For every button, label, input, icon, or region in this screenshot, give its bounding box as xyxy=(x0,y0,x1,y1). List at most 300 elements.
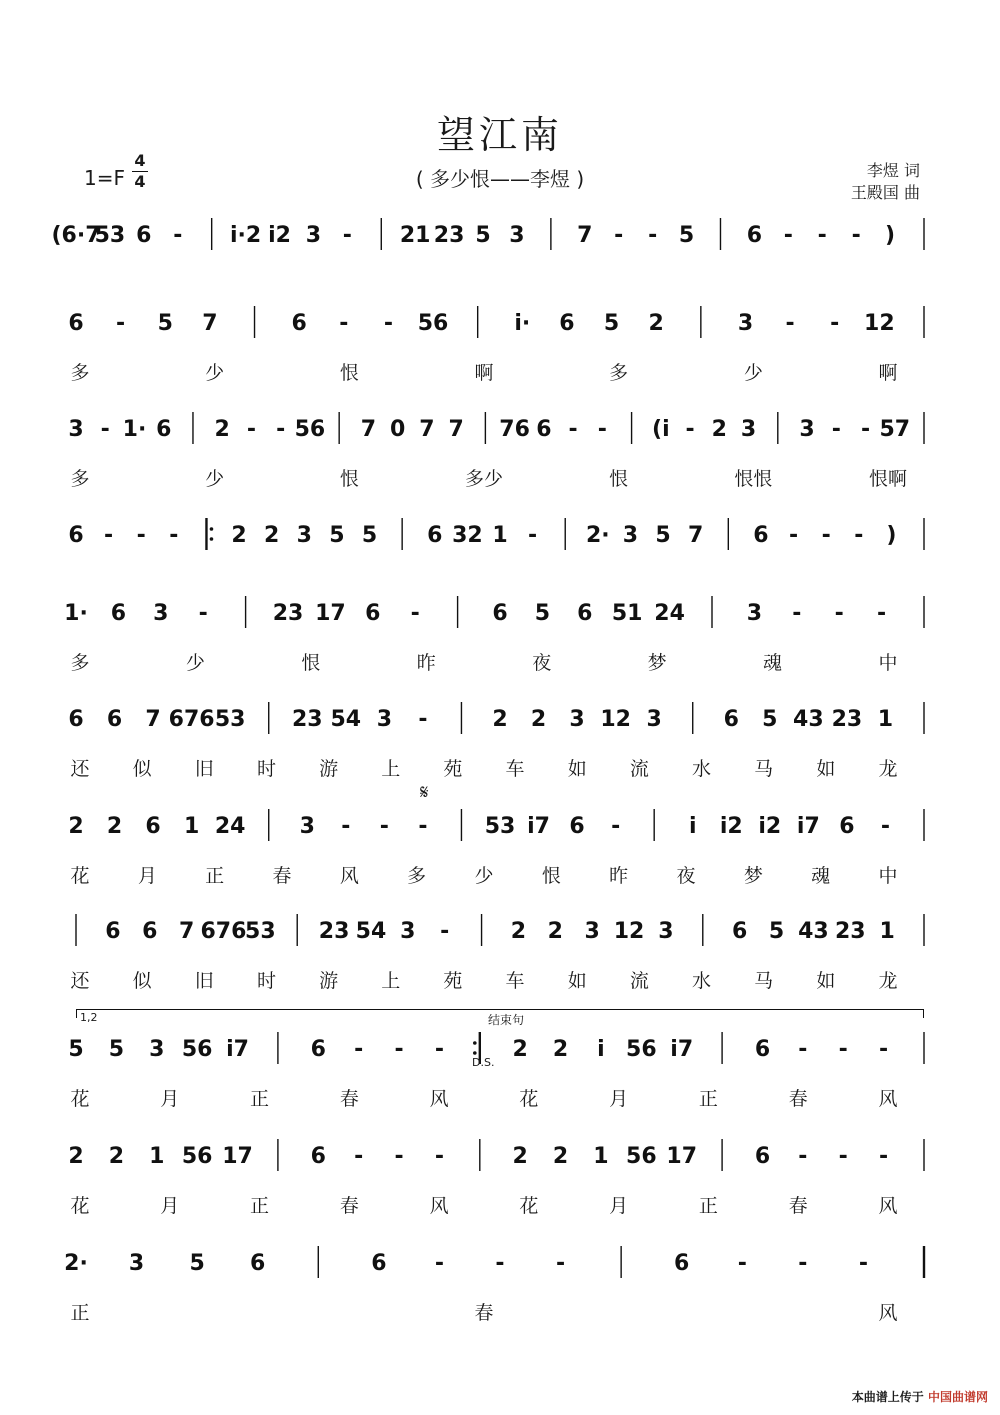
note-group: 676 xyxy=(200,919,247,944)
lyric-syllable: 梦 xyxy=(647,652,667,674)
note-group: - xyxy=(737,1251,747,1276)
note-group: 3 xyxy=(746,601,763,626)
note-group: 21 xyxy=(399,223,431,248)
note-group: 676 xyxy=(168,707,215,732)
time-signature xyxy=(132,152,148,191)
lyric-syllable: 少 xyxy=(743,362,763,384)
lyric-syllable: 旧 xyxy=(194,970,214,992)
note-group: 57 xyxy=(879,417,911,442)
note-group: - xyxy=(798,1144,808,1169)
note-group: 6 xyxy=(365,601,381,626)
note-group: 17 xyxy=(666,1144,698,1169)
lyric-syllable: 正 xyxy=(698,1088,718,1110)
note-group: 6 xyxy=(536,417,552,442)
note-group: (i xyxy=(652,417,670,442)
note-group: - xyxy=(169,523,179,548)
lyric-syllable: 正 xyxy=(698,1195,718,1217)
note-group: 3 xyxy=(376,707,393,732)
staff-row xyxy=(0,406,1000,446)
note-group: 3 xyxy=(740,417,757,442)
lyric-syllable: 风 xyxy=(429,1195,449,1217)
lyric-syllable: 春 xyxy=(474,1302,494,1324)
note-group: 56 xyxy=(626,1144,657,1169)
note-group: - xyxy=(354,1037,364,1062)
note-group: 56 xyxy=(417,311,449,336)
note-group: - xyxy=(792,601,802,626)
note-group: 12 xyxy=(613,919,645,944)
note-group: 56 xyxy=(626,1037,657,1062)
note-group: 6 xyxy=(142,919,158,944)
note-group: - xyxy=(597,417,607,442)
note-group: - xyxy=(879,1144,889,1169)
lyric-syllable: 恨恨 xyxy=(734,468,773,490)
note-group: 2 xyxy=(512,1037,528,1062)
upload-note: 本曲谱上传于 xyxy=(851,1390,924,1404)
lyric-syllable: 恨 xyxy=(301,652,321,674)
note-group: 53 xyxy=(94,223,126,248)
site-logo: 中国曲谱网 xyxy=(927,1390,988,1404)
lyric-syllable: 还 xyxy=(70,758,90,780)
note-group: - xyxy=(198,601,208,626)
note-group: - xyxy=(434,1144,444,1169)
lyric-syllable: 上 xyxy=(381,970,401,992)
lyric-syllable: 风 xyxy=(878,1195,898,1217)
note-group: - xyxy=(830,311,840,336)
note-group: - xyxy=(410,601,420,626)
staff-row xyxy=(0,803,1000,843)
note-group: 56 xyxy=(181,1144,213,1169)
note-group: - xyxy=(831,417,841,442)
note-group: 6 xyxy=(110,601,127,626)
lyric-syllable: 苑 xyxy=(443,758,463,780)
key-signature: 1=F xyxy=(84,166,125,190)
note-group: - xyxy=(879,1037,889,1062)
lyric-syllable: 马 xyxy=(754,970,774,992)
lyric-syllable: 花 xyxy=(70,1088,90,1110)
lyric-syllable: 月 xyxy=(137,865,157,887)
note-group: 6 xyxy=(753,523,769,548)
lyric-syllable: 恨啊 xyxy=(868,468,908,490)
lyric-syllable: 水 xyxy=(692,970,712,992)
note-group: i xyxy=(688,814,697,839)
note-group: 6 xyxy=(310,1144,326,1169)
lyric-syllable: 中 xyxy=(878,865,898,887)
repeat-dot xyxy=(210,537,214,541)
staff-row xyxy=(0,590,1000,630)
lyric-syllable: 马 xyxy=(754,758,774,780)
note-group: 2 xyxy=(68,1144,84,1169)
note-group: 3 xyxy=(153,601,169,626)
note-group: 2 xyxy=(648,311,664,336)
note-group: 53 xyxy=(245,919,276,944)
note-group: - xyxy=(383,311,393,336)
note-group: 1 xyxy=(593,1144,609,1169)
note-group: 2 xyxy=(530,707,547,732)
note-group: 3 xyxy=(569,707,585,732)
note-group: 3 xyxy=(799,417,815,442)
repeat-dot xyxy=(210,527,214,531)
note-group: 1· xyxy=(122,417,147,442)
volta-bracket xyxy=(76,1009,924,1018)
note-group: i7 xyxy=(527,814,550,839)
note-group: 2 xyxy=(492,707,508,732)
note-group: 7 xyxy=(419,417,435,442)
note-group: - xyxy=(556,1251,566,1276)
lyric-syllable: 花 xyxy=(70,865,90,887)
lyric-syllable: 花 xyxy=(519,1088,539,1110)
note-group: - xyxy=(394,1144,404,1169)
note-group: - xyxy=(685,417,695,442)
note-group: 24 xyxy=(214,814,246,839)
subtitle: ( 多少恨——李煜 ) xyxy=(415,167,585,191)
note-group: - xyxy=(495,1251,505,1276)
note-group: 1 xyxy=(492,523,508,548)
note-group: 2 xyxy=(106,814,123,839)
staff-row xyxy=(0,512,1000,552)
note-group: 54 xyxy=(330,707,362,732)
staff-row xyxy=(0,1240,1000,1280)
note-group: 2 xyxy=(512,1144,528,1169)
lyric-syllable: 月 xyxy=(609,1195,629,1217)
note-group: 3 xyxy=(622,523,639,548)
note-group: 43 xyxy=(793,707,824,732)
lyric-syllable: 月 xyxy=(609,1088,629,1110)
staff-row xyxy=(0,1133,1000,1173)
note-group: - xyxy=(440,919,450,944)
note-group: - xyxy=(860,417,871,442)
note-group: 6 xyxy=(310,1037,326,1062)
note-group: 17 xyxy=(222,1144,253,1169)
note-group: - xyxy=(838,1037,848,1062)
lyric-syllable: 少 xyxy=(205,468,225,490)
note-group: - xyxy=(104,523,114,548)
lyric-syllable: 恨 xyxy=(541,865,561,887)
lyric-syllable: 春 xyxy=(339,1088,359,1110)
note-group: 2 xyxy=(264,523,280,548)
repeat-dot xyxy=(473,1041,477,1045)
note-group: 23 xyxy=(318,919,350,944)
note-group: i· xyxy=(514,311,531,336)
ending-label: 结束句 xyxy=(488,1013,525,1027)
note-group: - xyxy=(568,417,578,442)
note-group: 5 xyxy=(157,311,173,336)
note-group: i2 xyxy=(719,814,743,839)
note-group: 7 xyxy=(145,707,161,732)
note-group: 3 xyxy=(296,523,312,548)
note-group: 2 xyxy=(510,919,527,944)
note-group: - xyxy=(821,523,831,548)
staff-row xyxy=(0,908,1000,948)
note-group: 6 xyxy=(68,707,84,732)
lyric-syllable: 龙 xyxy=(878,758,898,780)
lyric-syllable: 苑 xyxy=(443,970,463,992)
note-group: i7 xyxy=(796,814,820,839)
staff-row xyxy=(0,1026,1000,1066)
note-group: 7 xyxy=(577,223,593,248)
note-group: - xyxy=(339,311,349,336)
note-group: 1· xyxy=(64,601,88,626)
note-group: - xyxy=(418,707,428,732)
note-group: 6 xyxy=(754,1037,771,1062)
composer: 王殿国 曲 xyxy=(850,183,920,202)
volta-label: 1,2 xyxy=(80,1011,98,1024)
note-group: 3 xyxy=(299,814,315,839)
note-group: 6 xyxy=(723,707,739,732)
lyric-syllable: 车 xyxy=(505,758,525,780)
note-group: - xyxy=(342,223,352,248)
staff-row xyxy=(0,696,1000,736)
note-group: - xyxy=(276,417,286,442)
note-group: 5 xyxy=(603,311,620,336)
lyric-syllable: 似 xyxy=(132,970,152,992)
lyric-syllable: 少 xyxy=(474,865,494,887)
note-group: 6 xyxy=(492,601,508,626)
note-group: 2 xyxy=(231,523,247,548)
lyric-syllable: 月 xyxy=(160,1088,180,1110)
lyric-syllable: 花 xyxy=(70,1195,90,1217)
note-group: 23 xyxy=(433,223,465,248)
note-group: 5 xyxy=(329,523,345,548)
lyric-syllable: 多 xyxy=(609,362,629,384)
lyrics-row xyxy=(0,861,1000,887)
note-group: 3 xyxy=(400,919,416,944)
note-group: - xyxy=(246,417,257,442)
note-group: 6 xyxy=(371,1251,387,1276)
lyric-syllable: 月 xyxy=(160,1195,180,1217)
note-group: 3 xyxy=(584,919,600,944)
note-group: 2 xyxy=(552,1144,569,1169)
note-group: 3 xyxy=(68,417,84,442)
lyric-syllable: 游 xyxy=(319,970,339,992)
note-group: 6 xyxy=(577,601,593,626)
note-group: - xyxy=(854,523,864,548)
time-signature-denominator: 4 xyxy=(134,172,146,191)
lyrics-row xyxy=(0,754,1000,780)
segno-mark: 𝄋 xyxy=(420,780,429,804)
lyric-syllable: 梦 xyxy=(743,865,763,887)
lyric-syllable: 啊 xyxy=(474,362,494,384)
lyric-syllable: 春 xyxy=(272,865,292,887)
note-group: - xyxy=(394,1037,404,1062)
lyric-syllable: 正 xyxy=(250,1195,270,1217)
note-group: - xyxy=(379,814,389,839)
lyric-syllable: 如 xyxy=(567,758,587,780)
note-group: 6 xyxy=(839,814,855,839)
lyric-syllable: 正 xyxy=(205,865,225,887)
lyricist: 李煜 词 xyxy=(866,161,920,180)
note-group: 24 xyxy=(654,601,685,626)
lyric-syllable: 魂 xyxy=(811,865,831,887)
lyric-syllable: 啊 xyxy=(878,362,898,384)
note-group: i xyxy=(597,1037,605,1062)
note-group: 6 xyxy=(68,311,84,336)
note-group: - xyxy=(783,223,793,248)
note-group: 6 xyxy=(105,919,121,944)
note-group: - xyxy=(798,1037,808,1062)
note-group: 3 xyxy=(149,1037,165,1062)
lyric-syllable: 少 xyxy=(205,362,225,384)
note-group: - xyxy=(136,523,146,548)
lyric-syllable: 春 xyxy=(788,1195,808,1217)
lyrics-row xyxy=(0,464,1000,490)
lyric-syllable: 旧 xyxy=(194,758,214,780)
note-group: 1 xyxy=(877,707,894,732)
note-group: 7 xyxy=(688,523,704,548)
note-group: - xyxy=(880,814,891,839)
note-group: 7 xyxy=(360,417,377,442)
note-group: 2 xyxy=(68,814,84,839)
note-group: 17 xyxy=(315,601,346,626)
lyric-syllable: 少 xyxy=(185,652,205,674)
note-group: 23 xyxy=(831,707,863,732)
lyric-syllable: 恨 xyxy=(339,362,359,384)
note-group: 76 xyxy=(499,417,530,442)
note-group: 2· xyxy=(586,523,610,548)
note-group: - xyxy=(434,1251,444,1276)
note-group: 6 xyxy=(250,1251,266,1276)
note-group: 3 xyxy=(509,223,525,248)
lyric-syllable: 如 xyxy=(816,970,836,992)
lyric-syllable: 恨 xyxy=(339,468,359,490)
lyric-syllable: 风 xyxy=(878,1302,898,1324)
note-group: - xyxy=(817,223,827,248)
lyric-syllable: 正 xyxy=(250,1088,270,1110)
lyric-syllable: 车 xyxy=(505,970,525,992)
lyric-syllable: 多 xyxy=(70,652,90,674)
note-group: 1 xyxy=(183,814,200,839)
note-group: 2 xyxy=(108,1144,125,1169)
note-group: - xyxy=(341,814,351,839)
note-group: 3 xyxy=(305,223,322,248)
note-group: 7 xyxy=(202,311,218,336)
lyric-syllable: 魂 xyxy=(763,652,783,674)
note-group: 53 xyxy=(214,707,246,732)
note-group: 3 xyxy=(658,919,674,944)
note-group: - xyxy=(785,311,795,336)
note-group: - xyxy=(798,1251,808,1276)
lyric-syllable: 多 xyxy=(407,865,427,887)
note-group: 7 xyxy=(178,919,195,944)
note-group: 3 xyxy=(737,311,754,336)
note-group: - xyxy=(354,1144,364,1169)
note-group: 5 xyxy=(534,601,551,626)
lyric-syllable: 时 xyxy=(256,758,276,780)
lyric-syllable: 时 xyxy=(256,970,276,992)
note-group: - xyxy=(173,223,183,248)
note-group: 12 xyxy=(864,311,895,336)
note-group: i·2 xyxy=(229,223,262,248)
note-group: 56 xyxy=(181,1037,213,1062)
lyric-syllable: 风 xyxy=(429,1088,449,1110)
note-group: 56 xyxy=(294,417,326,442)
time-signature-numerator: 4 xyxy=(134,151,146,170)
note-group: 23 xyxy=(291,707,323,732)
note-group: - xyxy=(851,223,861,248)
note-group: 6 xyxy=(427,523,443,548)
note-group: 5 xyxy=(768,919,785,944)
note-group: i7 xyxy=(670,1037,694,1062)
lyrics-row xyxy=(0,358,1000,384)
note-group: 0 xyxy=(389,417,406,442)
note-group: - xyxy=(100,417,110,442)
note-group: 5 xyxy=(655,523,671,548)
lyric-syllable: 如 xyxy=(816,758,836,780)
footer-credit xyxy=(852,1388,988,1405)
note-group: 53 xyxy=(484,814,516,839)
note-group: (6·7 xyxy=(51,223,101,248)
note-group: 7 xyxy=(448,417,464,442)
lyrics-row xyxy=(0,1191,1000,1217)
lyric-syllable: 正 xyxy=(70,1302,90,1324)
note-group: - xyxy=(611,814,621,839)
note-group: - xyxy=(834,601,844,626)
note-group: 5 xyxy=(762,707,778,732)
note-group: 6 xyxy=(145,814,161,839)
staff-row xyxy=(0,300,1000,340)
note-group: - xyxy=(838,1144,848,1169)
lyrics-row xyxy=(0,1298,1000,1324)
note-group: 1 xyxy=(879,919,895,944)
note-group: 5 xyxy=(678,223,695,248)
lyric-syllable: 多少 xyxy=(464,468,504,490)
note-group: 5 xyxy=(189,1251,205,1276)
note-group: i2 xyxy=(758,814,782,839)
note-group: 23 xyxy=(834,919,866,944)
note-group: 6 xyxy=(674,1251,690,1276)
page-title: 望江南 xyxy=(436,113,563,157)
lyric-syllable: 恨 xyxy=(609,468,629,490)
repeat-dot xyxy=(473,1051,477,1055)
note-group: - xyxy=(788,523,799,548)
lyric-syllable: 昨 xyxy=(416,652,436,674)
note-group: 23 xyxy=(272,601,304,626)
note-group: - xyxy=(614,223,624,248)
staff-row xyxy=(0,212,1000,252)
note-group: 6 xyxy=(731,919,748,944)
note-group: 5 xyxy=(68,1037,84,1062)
note-group: 6 xyxy=(569,814,585,839)
lyric-syllable: 多 xyxy=(70,468,90,490)
lyric-syllable: 龙 xyxy=(878,970,898,992)
note-group: 3 xyxy=(128,1251,145,1276)
note-group: - xyxy=(418,814,428,839)
lyric-syllable: 风 xyxy=(339,865,359,887)
lyric-syllable: 多 xyxy=(70,362,90,384)
lyrics-row xyxy=(0,648,1000,674)
note-group: - xyxy=(434,1037,444,1062)
note-group: 6 xyxy=(291,311,307,336)
note-group: 5 xyxy=(108,1037,125,1062)
note-group: 54 xyxy=(355,919,387,944)
lyric-syllable: 花 xyxy=(519,1195,539,1217)
lyric-syllable: 中 xyxy=(878,652,898,674)
lyric-syllable: 上 xyxy=(381,758,401,780)
note-group: - xyxy=(528,523,538,548)
note-group: - xyxy=(877,601,887,626)
lyric-syllable: 似 xyxy=(132,758,152,780)
lyric-syllable: 春 xyxy=(788,1088,808,1110)
note-group: ) xyxy=(886,523,897,548)
note-group: 2 xyxy=(214,417,230,442)
note-group: 32 xyxy=(452,523,483,548)
lyric-syllable: 水 xyxy=(692,758,712,780)
lyric-syllable: 风 xyxy=(878,1088,898,1110)
lyric-syllable: 还 xyxy=(70,970,90,992)
lyric-syllable: 流 xyxy=(629,758,649,780)
note-group: 51 xyxy=(611,601,643,626)
note-group: 6 xyxy=(746,223,763,248)
lyric-syllable: 流 xyxy=(629,970,649,992)
